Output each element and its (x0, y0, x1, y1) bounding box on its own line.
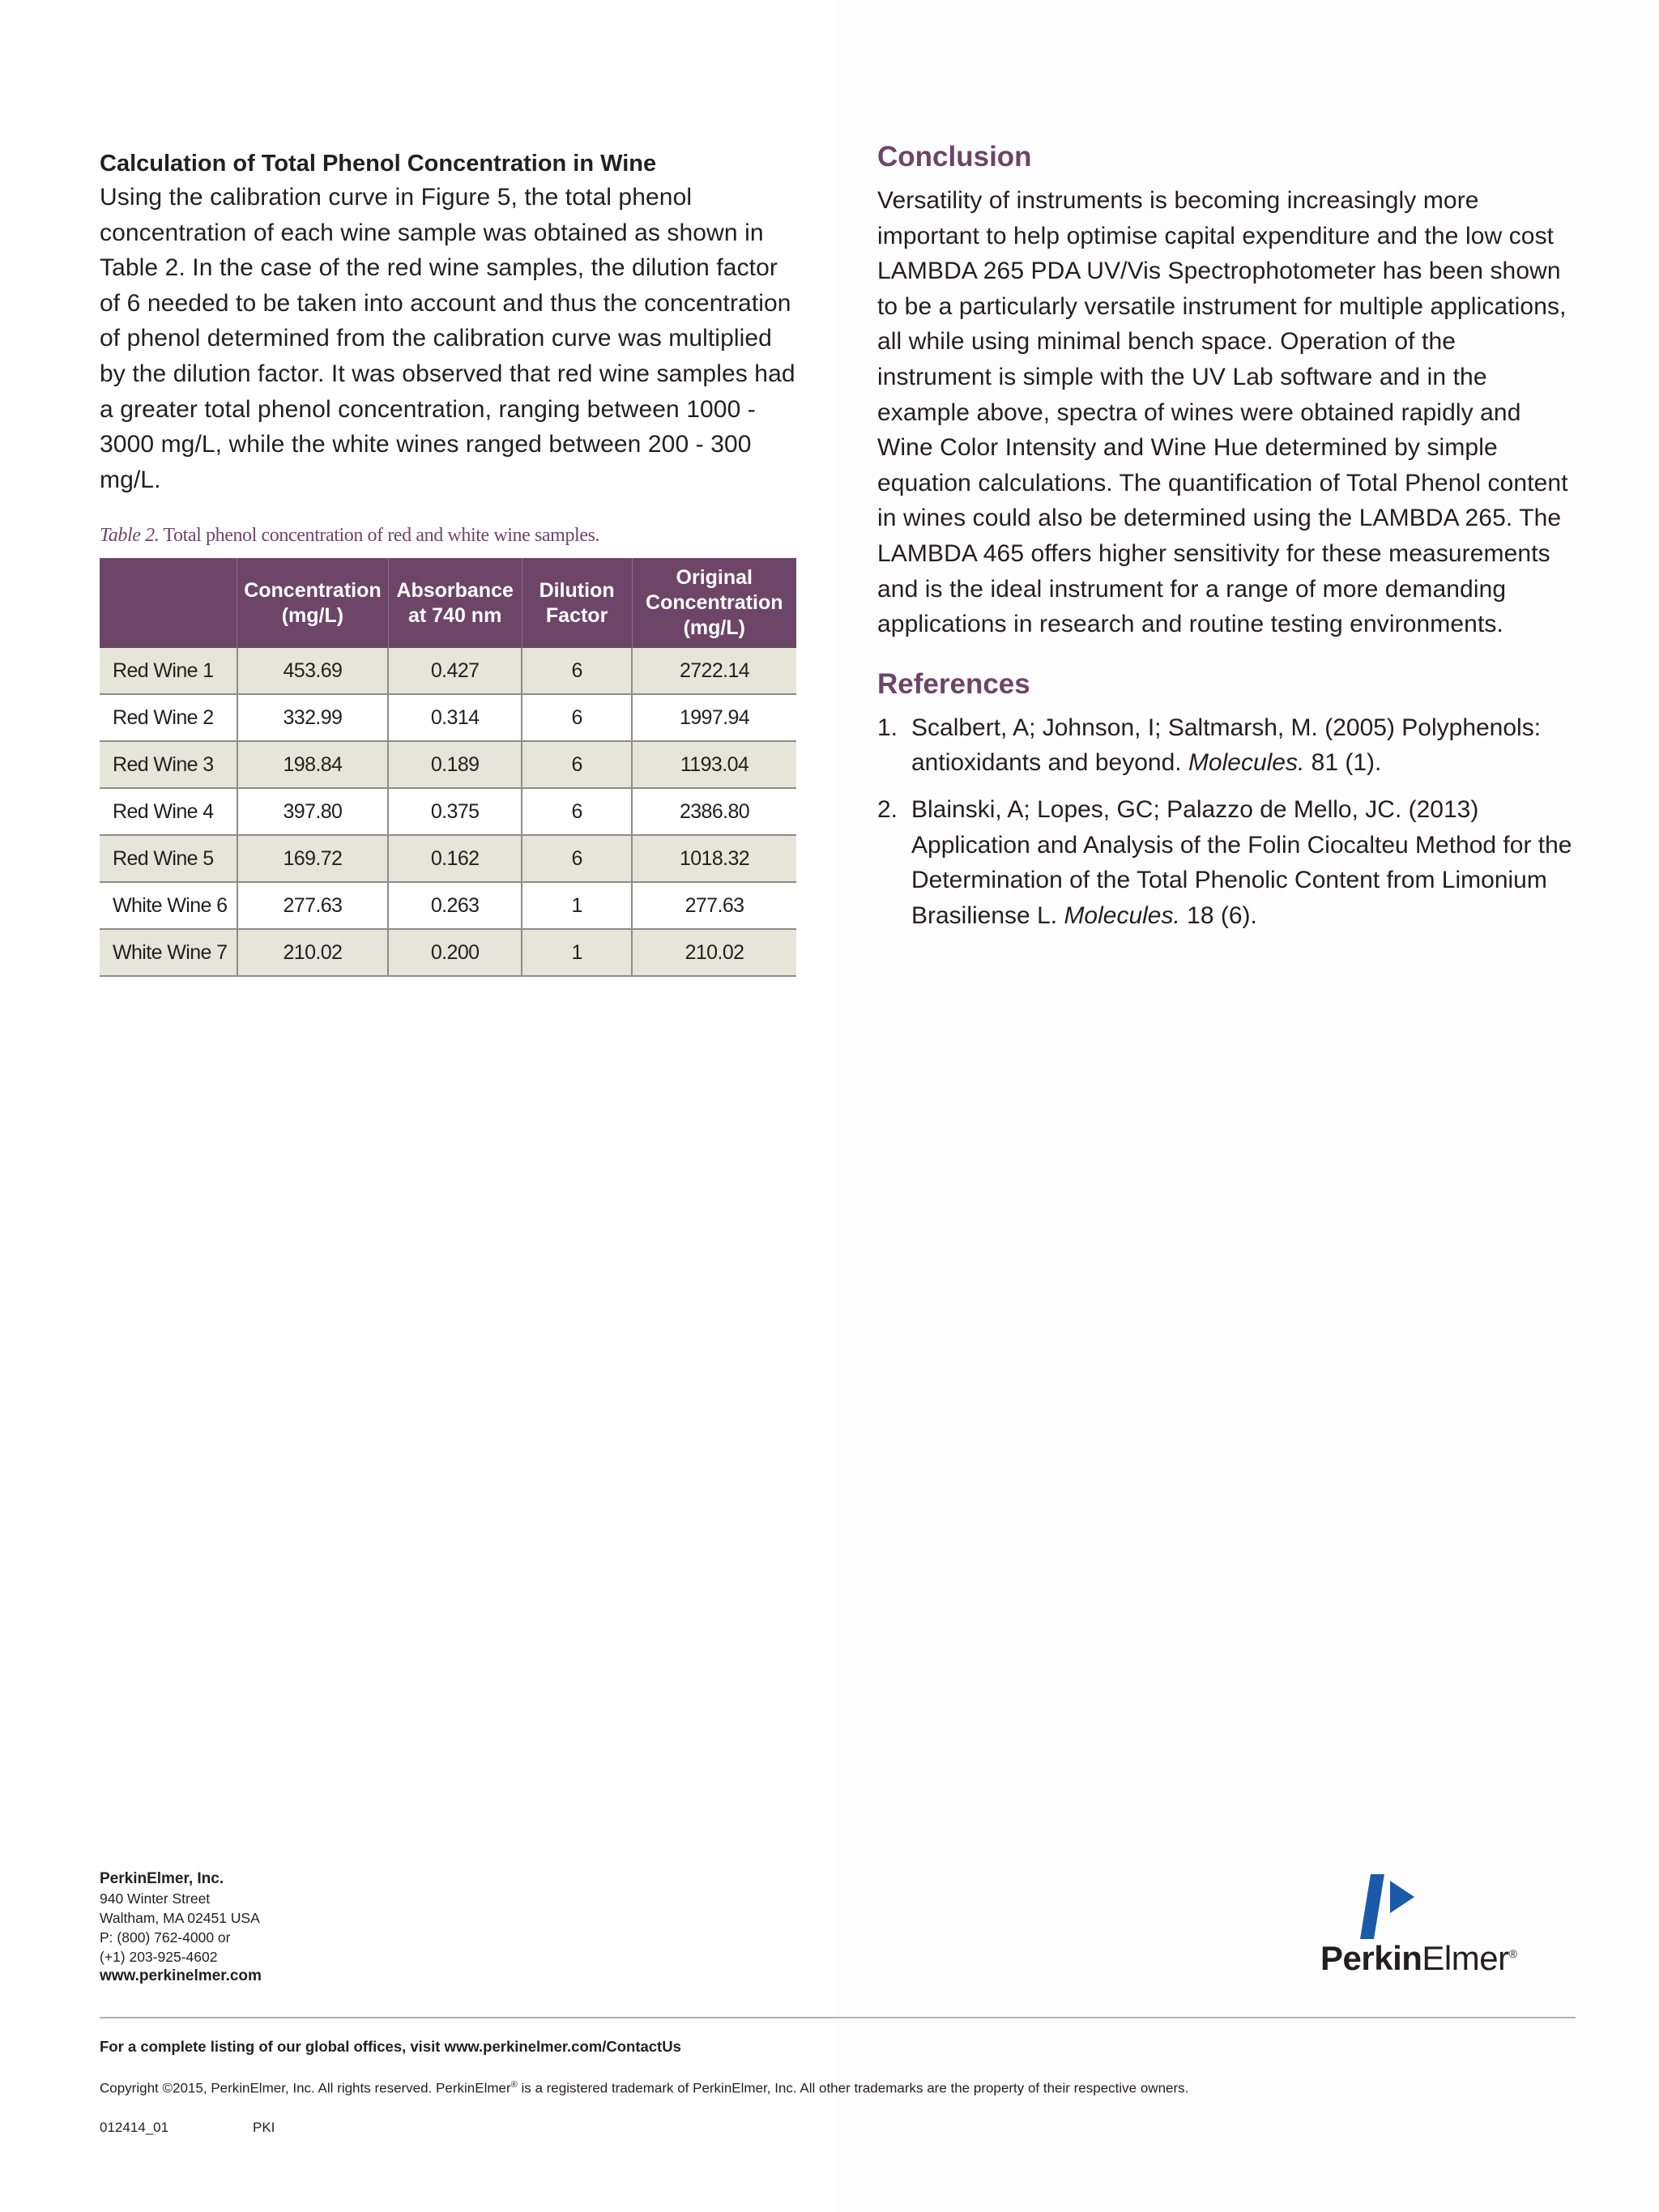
reference-volume: 18 (6). (1179, 901, 1257, 929)
logo-wordmark-regular: Elmer (1422, 1939, 1509, 1977)
reference-text: Scalbert, A; Johnson, I; Saltmarsh, M. (2005) Polyphenols: antioxidants and beyond. (911, 714, 1542, 777)
table-row (100, 929, 796, 976)
table-cell: 0.162 (388, 835, 522, 882)
table-cell: 210.02 (632, 929, 796, 976)
table-header-cell: Absorbance at 740 nm (388, 558, 522, 648)
table-row-label: Red Wine 3 (100, 741, 237, 788)
perkinelmer-mark-icon (1320, 1869, 1580, 1942)
reference-number: 1. (877, 714, 898, 741)
table-header-cell (100, 558, 237, 648)
address-street: 940 Winter Street (100, 1890, 211, 1907)
table-cell: 277.63 (632, 882, 796, 929)
left-column (100, 147, 796, 497)
table-cell: 0.200 (388, 929, 522, 976)
phenol-concentration-table (100, 558, 796, 977)
table-cell: 0.314 (388, 694, 522, 741)
table-row (100, 741, 796, 788)
reference-journal: Molecules. (1188, 749, 1305, 777)
reference-journal: Molecules. (1064, 901, 1180, 929)
table-header-cell: Dilution Factor (522, 558, 632, 648)
address-phone-intl: (+1) 203-925-4602 (100, 1949, 218, 1965)
table-cell: 169.72 (237, 835, 388, 882)
table-cell: 0.189 (388, 741, 522, 788)
table-row (100, 788, 796, 835)
table-cell: 1997.94 (632, 694, 796, 741)
table-cell: 0.263 (388, 882, 522, 929)
company-name: PerkinElmer, Inc. (100, 1870, 224, 1887)
table-row-label: Red Wine 5 (100, 835, 237, 882)
logo-bar-shape (1360, 1874, 1384, 1939)
table-header-cell: Original Concentration (mg/L) (632, 558, 796, 648)
footer-copyright (100, 2080, 1188, 2097)
table-row (100, 882, 796, 929)
pki-code: PKI (253, 2120, 275, 2135)
logo-registered-mark: ® (1508, 1947, 1517, 1960)
table-cell: 0.375 (388, 788, 522, 835)
reference-item (877, 792, 1576, 933)
reference-text: Blainski, A; Lopes, GC; Palazzo de Mello, JC. (2013) Application and Analysis of the Folin Ciocalteu Method for the Determination of the Total Phenolic Content from Limonium Brasiliense L. (911, 795, 1572, 929)
table-row (100, 648, 796, 694)
right-column (877, 139, 1576, 933)
table-cell: 1 (522, 929, 632, 976)
conclusion-title: Conclusion (877, 141, 1032, 173)
table-cell: 2386.80 (632, 788, 796, 835)
footer-offices-link[interactable]: For a complete listing of our global offices, visit www.perkinelmer.com/ContactUs (100, 2038, 681, 2055)
copyright-text: Copyright ©2015, PerkinElmer, Inc. All rights reserved. PerkinElmer (100, 2080, 511, 2096)
table-cell: 1193.04 (632, 741, 796, 788)
perkinelmer-logo (1320, 1869, 1580, 1983)
conclusion-paragraph: Versatility of instruments is becoming increasingly more important to help optimise capital expenditure and the low cost LAMBDA 265 PDA UV/Vis Spectrophotometer has been shown to be a particularly versatile instrument for multiple applications, all while using minimal bench space. Operation of the instrument is simple with the UV Lab software and in the example above, spectra of wines were obtained rapidly and Wine Color Intensity and Wine Hue determined by simple equation calculations. The quantification of Total Phenol content in wines could also be determined using the LAMBDA 265. The LAMBDA 465 offers higher sensitivity for these measurements and is the ideal instrument for a range of more demanding applications in research and routine testing environments. (877, 187, 1568, 638)
table-header-row (100, 558, 796, 648)
table-cell: 6 (522, 648, 632, 694)
table-row-label: Red Wine 2 (100, 694, 237, 741)
table-cell: 210.02 (237, 929, 388, 976)
table-row (100, 835, 796, 882)
table-row (100, 694, 796, 741)
table-header-cell: Concentration (mg/L) (237, 558, 388, 648)
copyright-registered-mark: ® (510, 2080, 518, 2090)
document-code: 012414_01 (100, 2120, 169, 2135)
company-address (100, 1869, 424, 1986)
table-cell: 277.63 (237, 882, 388, 929)
section-heading-total-phenol: Calculation of Total Phenol Concentration in Wine (100, 151, 657, 177)
table-row-label: Red Wine 4 (100, 788, 237, 835)
table-cell: 6 (522, 741, 632, 788)
logo-wordmark (1320, 1939, 1516, 1978)
table-cell: 2722.14 (632, 648, 796, 694)
copyright-text-rest: is a registered trademark of PerkinElmer, Inc. All other trademarks are the property of their respective owners. (517, 2080, 1189, 2096)
address-phone: P: (800) 762-4000 or (100, 1929, 231, 1946)
references-title: References (877, 667, 1030, 700)
table-caption-text: Total phenol concentration of red and white wine samples. (159, 525, 600, 546)
references-list (877, 710, 1576, 934)
table-cell: 1018.32 (632, 835, 796, 882)
table-cell: 6 (522, 694, 632, 741)
table-cell: 453.69 (237, 648, 388, 694)
address-city: Waltham, MA 02451 USA (100, 1910, 260, 1926)
table-row-label: White Wine 7 (100, 929, 237, 976)
reference-volume: 81 (1). (1304, 749, 1382, 777)
logo-arrow-shape (1390, 1881, 1414, 1913)
table-caption (100, 525, 599, 547)
total-phenol-paragraph: Using the calibration curve in Figure 5, the total phenol concentration of each wine sample was obtained as shown in Table 2. In the case of the red wine samples, the dilution factor of 6 needed to be taken into account and thus the concentration of phenol determined from the calibration curve was multiplied by the dilution factor. It was observed that red wine samples had a greater total phenol concentration, ranging between 1000 - 3000 mg/L, while the white wines ranged between 200 - 300 mg/L. (100, 184, 795, 493)
reference-number: 2. (877, 795, 898, 823)
table-cell: 198.84 (237, 741, 388, 788)
table-cell: 397.80 (237, 788, 388, 835)
table-row-label: White Wine 6 (100, 882, 237, 929)
table-body (100, 648, 796, 976)
table-cell: 6 (522, 835, 632, 882)
table-cell: 332.99 (237, 694, 388, 741)
table-row-label: Red Wine 1 (100, 648, 237, 694)
table-cell: 1 (522, 882, 632, 929)
reference-item (877, 710, 1576, 781)
table-caption-label: Table 2. (100, 525, 160, 546)
table-cell: 6 (522, 788, 632, 835)
table-cell: 0.427 (388, 648, 522, 694)
footer-divider (100, 2017, 1576, 2018)
logo-wordmark-bold: Perkin (1320, 1939, 1422, 1977)
website-link[interactable]: www.perkinelmer.com (100, 1967, 262, 1984)
